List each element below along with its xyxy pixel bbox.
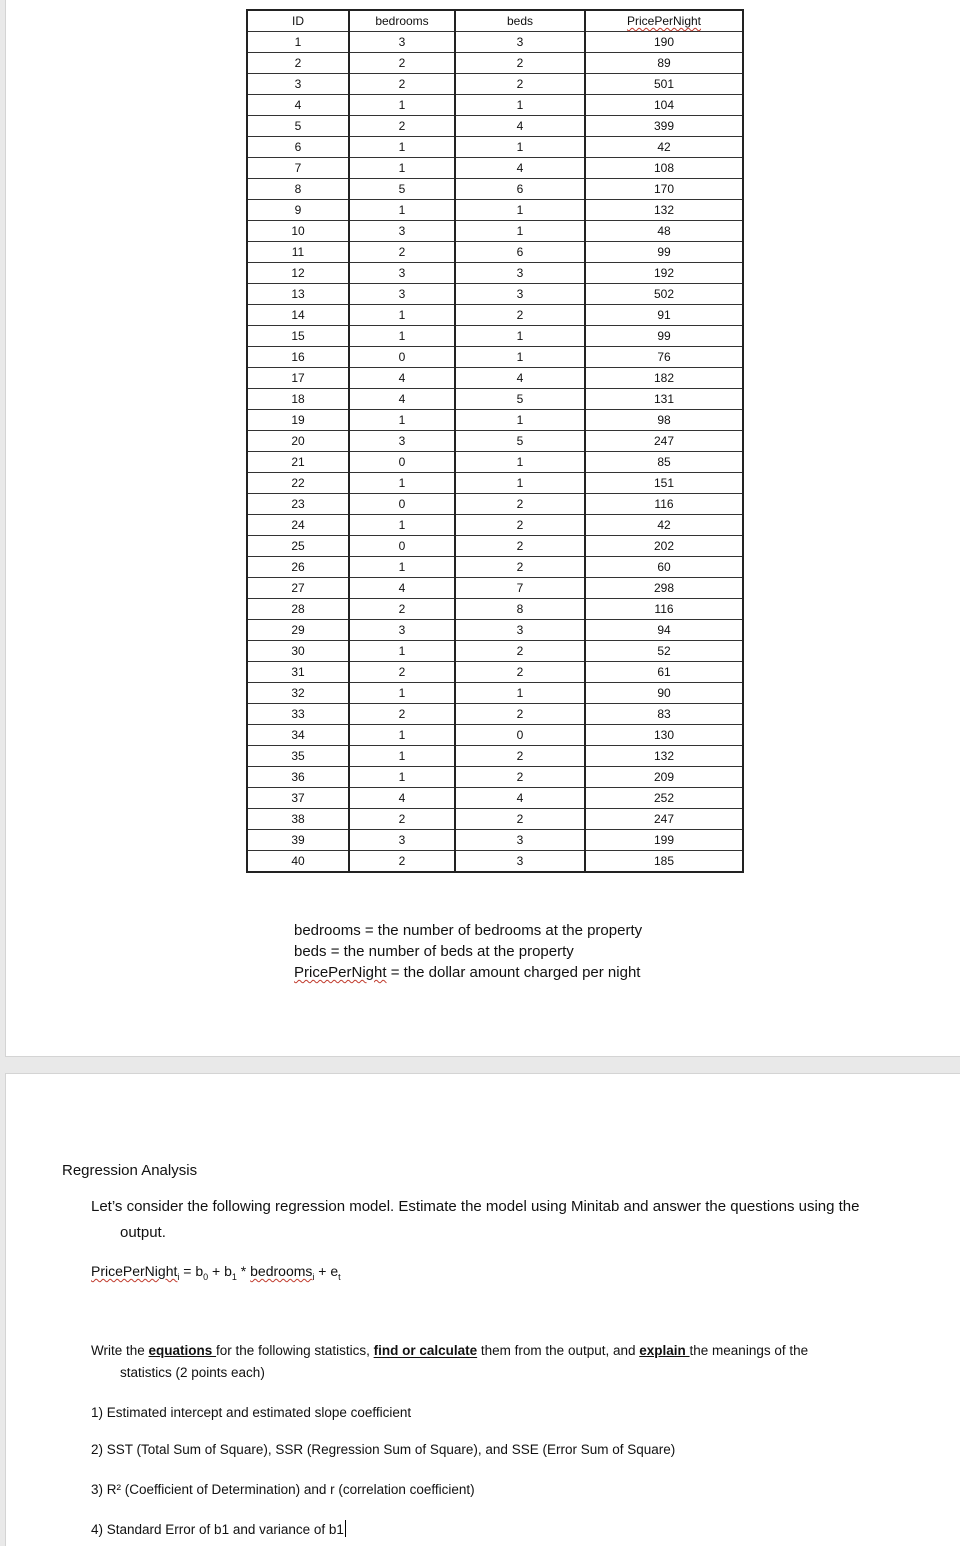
- cell-bedrooms: 2: [349, 809, 455, 830]
- table-row: [247, 788, 743, 809]
- cell-beds: 2: [455, 557, 585, 578]
- cell-price-per-night: 91: [585, 305, 743, 326]
- cell-id: 22: [247, 473, 349, 494]
- cell-id: 13: [247, 284, 349, 305]
- cell-price-per-night: 399: [585, 116, 743, 137]
- cell-price-per-night: 90: [585, 683, 743, 704]
- cell-bedrooms: 3: [349, 830, 455, 851]
- cell-bedrooms: 4: [349, 578, 455, 599]
- cell-beds: 6: [455, 179, 585, 200]
- cell-bedrooms: 1: [349, 95, 455, 116]
- cell-bedrooms: 4: [349, 368, 455, 389]
- cell-id: 2: [247, 53, 349, 74]
- cell-id: 37: [247, 788, 349, 809]
- section-heading: Regression Analysis: [62, 1162, 198, 1179]
- cell-price-per-night: 94: [585, 620, 743, 641]
- cell-beds: 2: [455, 74, 585, 95]
- regression-model-equation: PricePerNight$_i$ = $b_0 + b_1$ * bedrooms$_i$ + $e_t$: [91, 1263, 341, 1282]
- cell-id: 12: [247, 263, 349, 284]
- table-row: [247, 32, 743, 53]
- cell-beds: 2: [455, 53, 585, 74]
- cell-beds: 0: [455, 725, 585, 746]
- cell-bedrooms: 1: [349, 137, 455, 158]
- cell-beds: 3: [455, 851, 585, 873]
- table-row: [247, 452, 743, 473]
- table-row: [247, 200, 743, 221]
- cell-bedrooms: 3: [349, 32, 455, 53]
- cell-id: 39: [247, 830, 349, 851]
- cell-price-per-night: 52: [585, 641, 743, 662]
- cell-bedrooms: 1: [349, 158, 455, 179]
- cell-price-per-night: 182: [585, 368, 743, 389]
- cell-beds: 4: [455, 368, 585, 389]
- cell-price-per-night: 83: [585, 704, 743, 725]
- cell-beds: 2: [455, 641, 585, 662]
- cell-beds: 2: [455, 767, 585, 788]
- cell-beds: 7: [455, 578, 585, 599]
- cell-price-per-night: 131: [585, 389, 743, 410]
- cell-price-per-night: 252: [585, 788, 743, 809]
- cell-id: 20: [247, 431, 349, 452]
- cell-id: 32: [247, 683, 349, 704]
- cell-bedrooms: 3: [349, 221, 455, 242]
- cell-beds: 1: [455, 683, 585, 704]
- cell-beds: 4: [455, 158, 585, 179]
- cell-id: 33: [247, 704, 349, 725]
- cell-price-per-night: 61: [585, 662, 743, 683]
- cell-beds: 4: [455, 788, 585, 809]
- definition-bedrooms: bedrooms = the number of bedrooms at the property: [294, 922, 643, 939]
- cell-bedrooms: 1: [349, 326, 455, 347]
- cell-beds: 3: [455, 284, 585, 305]
- cell-bedrooms: 0: [349, 536, 455, 557]
- cell-bedrooms: 2: [349, 599, 455, 620]
- cell-bedrooms: 1: [349, 641, 455, 662]
- table-row: [247, 326, 743, 347]
- cell-id: 38: [247, 809, 349, 830]
- cell-bedrooms: 1: [349, 557, 455, 578]
- cell-bedrooms: 1: [349, 473, 455, 494]
- variable-definitions: [294, 920, 642, 983]
- table-row: [247, 242, 743, 263]
- table-row: [247, 851, 743, 873]
- question-4[interactable]: 4) Standard Error of b1 and variance of b1: [91, 1522, 344, 1537]
- cell-price-per-night: 151: [585, 473, 743, 494]
- cell-beds: 2: [455, 746, 585, 767]
- cell-price-per-night: 42: [585, 137, 743, 158]
- table-row: [247, 221, 743, 242]
- table-row: [247, 725, 743, 746]
- definition-beds: beds = the number of beds at the property: [294, 943, 574, 960]
- cell-beds: 4: [455, 116, 585, 137]
- cell-price-per-night: 202: [585, 536, 743, 557]
- definition-price-per-night: PricePerNight = the dollar amount charged per night: [294, 964, 641, 981]
- cell-id: 18: [247, 389, 349, 410]
- cell-price-per-night: 76: [585, 347, 743, 368]
- table-row: [247, 74, 743, 95]
- cell-bedrooms: 2: [349, 74, 455, 95]
- instructions-paragraph: Write the equations for the following statistics, find or calculate them from the output, and explain the meanings of the statistics (2 points each): [91, 1343, 809, 1380]
- table-row: [247, 284, 743, 305]
- cell-price-per-night: 298: [585, 578, 743, 599]
- cell-bedrooms: 1: [349, 410, 455, 431]
- cell-beds: 1: [455, 221, 585, 242]
- cell-bedrooms: 3: [349, 620, 455, 641]
- cell-price-per-night: 190: [585, 32, 743, 53]
- cell-price-per-night: 185: [585, 851, 743, 873]
- table-row: [247, 179, 743, 200]
- cell-id: 30: [247, 641, 349, 662]
- cell-id: 14: [247, 305, 349, 326]
- cell-price-per-night: 501: [585, 74, 743, 95]
- text-cursor: [345, 1520, 346, 1537]
- cell-id: 4: [247, 95, 349, 116]
- document-page-1: [6, 0, 960, 1056]
- cell-id: 1: [247, 32, 349, 53]
- cell-bedrooms: 1: [349, 683, 455, 704]
- cell-beds: 1: [455, 137, 585, 158]
- table-row: [247, 746, 743, 767]
- cell-id: 28: [247, 599, 349, 620]
- cell-price-per-night: 209: [585, 767, 743, 788]
- cell-id: 21: [247, 452, 349, 473]
- table-row: [247, 683, 743, 704]
- cell-id: 16: [247, 347, 349, 368]
- cell-id: 15: [247, 326, 349, 347]
- cell-id: 5: [247, 116, 349, 137]
- table-row: [247, 116, 743, 137]
- cell-beds: 1: [455, 410, 585, 431]
- cell-id: 8: [247, 179, 349, 200]
- cell-beds: 3: [455, 620, 585, 641]
- cell-price-per-night: 132: [585, 746, 743, 767]
- cell-price-per-night: 199: [585, 830, 743, 851]
- cell-beds: 2: [455, 536, 585, 557]
- table-row: [247, 578, 743, 599]
- table-row: [247, 557, 743, 578]
- table-row: [247, 95, 743, 116]
- cell-bedrooms: 2: [349, 53, 455, 74]
- cell-bedrooms: 2: [349, 242, 455, 263]
- table-row: [247, 641, 743, 662]
- table-row: [247, 830, 743, 851]
- cell-beds: 6: [455, 242, 585, 263]
- table-row: [247, 473, 743, 494]
- table-row: [247, 704, 743, 725]
- table-row: [247, 263, 743, 284]
- intro-paragraph: Let’s consider the following regression model. Estimate the model using Minitab and answer the questions using the output.: [91, 1198, 860, 1241]
- cell-id: 11: [247, 242, 349, 263]
- cell-bedrooms: 5: [349, 179, 455, 200]
- cell-price-per-night: 108: [585, 158, 743, 179]
- document-page-2: [6, 1074, 960, 1546]
- cell-beds: 5: [455, 431, 585, 452]
- cell-beds: 8: [455, 599, 585, 620]
- table-row: [247, 410, 743, 431]
- cell-price-per-night: 60: [585, 557, 743, 578]
- cell-price-per-night: 99: [585, 242, 743, 263]
- cell-price-per-night: 247: [585, 809, 743, 830]
- cell-price-per-night: 85: [585, 452, 743, 473]
- header-beds: beds: [455, 10, 585, 32]
- table-row: [247, 431, 743, 452]
- cell-beds: 2: [455, 809, 585, 830]
- question-3: 3) R² (Coefficient of Determination) and r (correlation coefficient): [91, 1482, 475, 1497]
- cell-bedrooms: 3: [349, 284, 455, 305]
- cell-price-per-night: 104: [585, 95, 743, 116]
- cell-id: 3: [247, 74, 349, 95]
- cell-beds: 3: [455, 830, 585, 851]
- table-row: [247, 536, 743, 557]
- cell-beds: 2: [455, 515, 585, 536]
- cell-beds: 2: [455, 494, 585, 515]
- cell-price-per-night: 170: [585, 179, 743, 200]
- cell-price-per-night: 98: [585, 410, 743, 431]
- cell-id: 9: [247, 200, 349, 221]
- cell-price-per-night: 116: [585, 494, 743, 515]
- cell-bedrooms: 3: [349, 431, 455, 452]
- cell-bedrooms: 1: [349, 200, 455, 221]
- cell-id: 40: [247, 851, 349, 873]
- header-price-per-night: PricePerNight: [585, 10, 743, 32]
- cell-beds: 3: [455, 263, 585, 284]
- cell-id: 29: [247, 620, 349, 641]
- cell-beds: 1: [455, 200, 585, 221]
- cell-bedrooms: 0: [349, 347, 455, 368]
- cell-id: 7: [247, 158, 349, 179]
- cell-bedrooms: 1: [349, 767, 455, 788]
- cell-id: 27: [247, 578, 349, 599]
- cell-id: 25: [247, 536, 349, 557]
- table-row: [247, 305, 743, 326]
- table-row: [247, 767, 743, 788]
- cell-price-per-night: 89: [585, 53, 743, 74]
- cell-beds: 2: [455, 704, 585, 725]
- cell-beds: 1: [455, 473, 585, 494]
- table-header-row: [247, 10, 743, 32]
- cell-beds: 3: [455, 32, 585, 53]
- table-row: [247, 809, 743, 830]
- cell-bedrooms: 2: [349, 662, 455, 683]
- table-row: [247, 368, 743, 389]
- cell-price-per-night: 132: [585, 200, 743, 221]
- question-2: 2) SST (Total Sum of Square), SSR (Regression Sum of Square), and SSE (Error Sum of Square): [91, 1442, 676, 1457]
- table-row: [247, 494, 743, 515]
- cell-beds: 1: [455, 326, 585, 347]
- table-row: [247, 53, 743, 74]
- cell-id: 36: [247, 767, 349, 788]
- cell-bedrooms: 2: [349, 116, 455, 137]
- cell-id: 24: [247, 515, 349, 536]
- table-row: [247, 137, 743, 158]
- cell-beds: 2: [455, 305, 585, 326]
- cell-id: 10: [247, 221, 349, 242]
- cell-beds: 2: [455, 662, 585, 683]
- cell-price-per-night: 48: [585, 221, 743, 242]
- cell-beds: 1: [455, 347, 585, 368]
- cell-bedrooms: 2: [349, 704, 455, 725]
- cell-bedrooms: 0: [349, 452, 455, 473]
- cell-bedrooms: 0: [349, 494, 455, 515]
- cell-bedrooms: 4: [349, 389, 455, 410]
- cell-id: 6: [247, 137, 349, 158]
- cell-bedrooms: 1: [349, 746, 455, 767]
- cell-id: 26: [247, 557, 349, 578]
- table-row: [247, 662, 743, 683]
- cell-id: 35: [247, 746, 349, 767]
- cell-id: 17: [247, 368, 349, 389]
- cell-id: 19: [247, 410, 349, 431]
- table-row: [247, 389, 743, 410]
- cell-price-per-night: 192: [585, 263, 743, 284]
- table-row: [247, 620, 743, 641]
- cell-bedrooms: 1: [349, 725, 455, 746]
- cell-bedrooms: 2: [349, 851, 455, 873]
- table-row: [247, 515, 743, 536]
- table-row: [247, 158, 743, 179]
- data-table: [246, 9, 744, 873]
- header-id: ID: [247, 10, 349, 32]
- cell-bedrooms: 1: [349, 305, 455, 326]
- cell-id: 31: [247, 662, 349, 683]
- cell-price-per-night: 42: [585, 515, 743, 536]
- cell-bedrooms: 3: [349, 263, 455, 284]
- cell-bedrooms: 4: [349, 788, 455, 809]
- cell-beds: 1: [455, 95, 585, 116]
- header-bedrooms: bedrooms: [349, 10, 455, 32]
- cell-price-per-night: 99: [585, 326, 743, 347]
- cell-price-per-night: 130: [585, 725, 743, 746]
- cell-price-per-night: 247: [585, 431, 743, 452]
- cell-bedrooms: 1: [349, 515, 455, 536]
- cell-price-per-night: 502: [585, 284, 743, 305]
- table-row: [247, 347, 743, 368]
- cell-id: 23: [247, 494, 349, 515]
- question-1: 1) Estimated intercept and estimated slope coefficient: [91, 1405, 412, 1420]
- table-row: [247, 599, 743, 620]
- cell-beds: 5: [455, 389, 585, 410]
- cell-price-per-night: 116: [585, 599, 743, 620]
- cell-beds: 1: [455, 452, 585, 473]
- cell-id: 34: [247, 725, 349, 746]
